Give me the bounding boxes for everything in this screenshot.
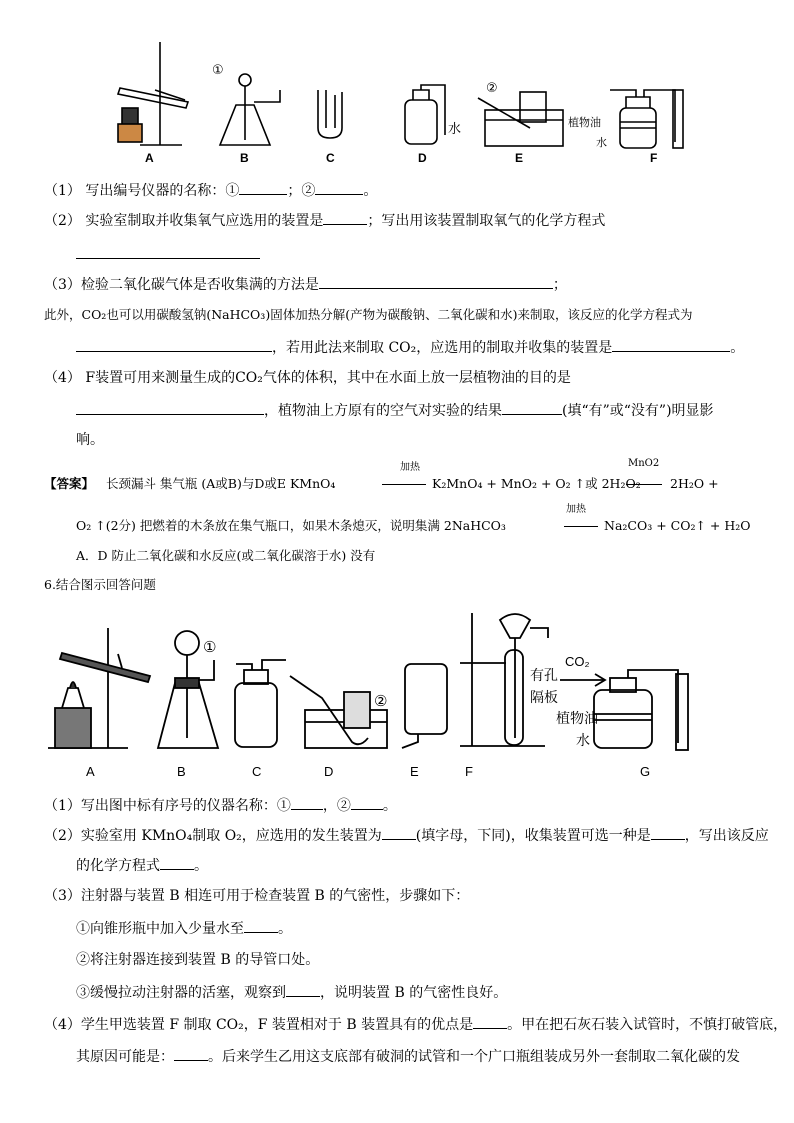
fig2-mark-1: ① <box>203 639 217 656</box>
reaction-arrow <box>382 484 426 485</box>
answer-blank[interactable] <box>319 274 553 289</box>
fig2-label-f: F <box>465 764 473 779</box>
q6-sub-1: （1）写出图中标有序号的仪器名称：① ，② 。 <box>44 795 397 816</box>
answer-blank[interactable] <box>244 918 278 933</box>
q1-line-5: ，若用此法来制取 CO₂，应选用的制取并收集的装置是 。 <box>76 337 744 358</box>
fig2-label-a: A <box>86 764 95 779</box>
fig2-hole-label-2: 隔板 <box>530 689 558 705</box>
answer-blank[interactable] <box>291 795 323 810</box>
answer-line-1b: K₂MnO₄ + MnO₂ + O₂ ↑或 2H₂O₂ <box>432 476 641 491</box>
answer-blank[interactable] <box>651 825 685 840</box>
fig2-label-d: D <box>324 764 334 779</box>
fig2-label-g: G <box>640 764 651 779</box>
q6-title: 6.结合图示回答问题 <box>44 577 156 592</box>
answer-line-2b: Na₂CO₃ + CO₂↑ + H₂O <box>604 518 751 533</box>
fig1-water-label: 水 <box>448 121 462 136</box>
q6-sub-3b: ②将注射器连接到装置 B 的导管口处。 <box>76 952 320 968</box>
answer-blank[interactable] <box>315 180 363 195</box>
q6-sub-3: （3）注射器与装置 B 相连可用于检查装置 B 的气密性，步骤如下： <box>44 888 470 904</box>
answer-blank[interactable] <box>473 1014 507 1029</box>
q1-line-2b <box>76 244 260 265</box>
answer-blank[interactable] <box>174 1046 208 1061</box>
apparatus-figure-2 <box>0 598 794 788</box>
fig2-mark-2: ② <box>374 693 388 710</box>
apparatus-figure-1 <box>0 0 794 170</box>
fig2-co2-label: CO₂ <box>565 654 590 669</box>
answer-blank[interactable] <box>160 855 194 870</box>
answer-blank[interactable] <box>323 210 367 225</box>
q1-line-4: 此外，CO₂也可以用碳酸氢钠(NaHCO₃)固体加热分解(产物为碳酸钠、二氧化碳和水)来制取，该反应的化学方程式为 <box>44 307 693 322</box>
q6-sub-2: （2）实验室用 KMnO₄制取 O₂，应选用的发生装置为 (填字母，下同)，收集装置可选一种是 ，写出该反应 <box>44 825 769 846</box>
q1-line-1: （1） 写出编号仪器的名称：① ；② 。 <box>44 180 377 201</box>
q1-line-3: （3）检验二氧化碳气体是否收集满的方法是 ； <box>44 274 567 295</box>
q6-sub-4: （4）学生甲选装置 F 制取 CO₂，F 装置相对于 B 装置具有的优点是 。甲在把石灰石装入试管时，不慎打破管底， <box>44 1014 787 1035</box>
fig2-label-c: C <box>252 764 262 779</box>
q1-line-2: （2） 实验室制取并收集氧气应选用的装置是 ；写出用该装置制取氧气的化学方程式 <box>44 210 605 231</box>
fig1-mark-1: ① <box>212 62 224 77</box>
reaction-arrow <box>626 484 662 485</box>
fig2-label-e: E <box>410 764 419 779</box>
q6-sub-3c: ③缓慢拉动注射器的活塞，观察到 ，说明装置 B 的气密性良好。 <box>76 982 507 1003</box>
fig2-water-label: 水 <box>576 732 590 748</box>
fig1-label-c: C <box>326 151 335 165</box>
fig1-label-e: E <box>515 151 524 165</box>
q1-line-8: 响。 <box>76 432 104 448</box>
q6-sub-4b: 其原因可能是： 。后来学生乙用这支底部有破洞的试管和一个广口瓶组装成另外一套制取二氧化碳的发 <box>76 1046 740 1067</box>
answer-blank[interactable] <box>239 180 287 195</box>
answer-blank[interactable] <box>76 337 272 352</box>
fig1-water2-label: 水 <box>596 137 607 149</box>
answer-blank[interactable] <box>612 337 730 352</box>
q1-line-7: ，植物油上方原有的空气对实验的结果 (填“有”或“没有”)明显影 <box>76 400 714 421</box>
fig1-mark-2: ② <box>486 80 498 95</box>
answer-blank[interactable] <box>76 244 260 259</box>
answer-blank[interactable] <box>502 400 562 415</box>
fig2-hole-label-1: 有孔 <box>530 667 558 683</box>
answer-line-3: A．D 防止二氧化碳和水反应(或二氧化碳溶于水) 没有 <box>76 548 376 563</box>
reaction-arrow <box>564 526 598 527</box>
fig2-oil-label: 植物油 <box>556 710 598 726</box>
answer-line-1c: 2H₂O + <box>670 476 719 491</box>
answer-blank[interactable] <box>76 400 264 415</box>
fig1-label-b: B <box>240 151 249 165</box>
q6-sub-3a: ①向锥形瓶中加入少量水至 。 <box>76 918 292 939</box>
fig1-label-d: D <box>418 151 427 165</box>
answer-blank[interactable] <box>286 982 320 997</box>
answer-blank[interactable] <box>382 825 416 840</box>
answer-line-1: 【答案】 长颈漏斗 集气瓶 (A或B)与D或E KMnO₄ <box>44 476 336 491</box>
heat-condition-2: 加热 <box>566 504 586 515</box>
catalyst-mno2: MnO2 <box>628 458 660 469</box>
q1-line-6: （4） F装置可用来测量生成的CO₂气体的体积，其中在水面上放一层植物油的目的是 <box>44 370 571 386</box>
answer-blank[interactable] <box>351 795 383 810</box>
heat-condition-1: 加热 <box>400 462 420 473</box>
answer-line-2: O₂ ↑(2分) 把燃着的木条放在集气瓶口，如果木条熄灭，说明集满 2NaHCO₃ <box>76 518 506 533</box>
fig2-label-b: B <box>177 764 186 779</box>
q6-sub-2b: 的化学方程式 。 <box>76 855 208 876</box>
fig1-oil-label: 植物油 <box>568 117 601 129</box>
fig1-label-a: A <box>145 151 154 165</box>
fig1-label-f: F <box>650 151 658 165</box>
